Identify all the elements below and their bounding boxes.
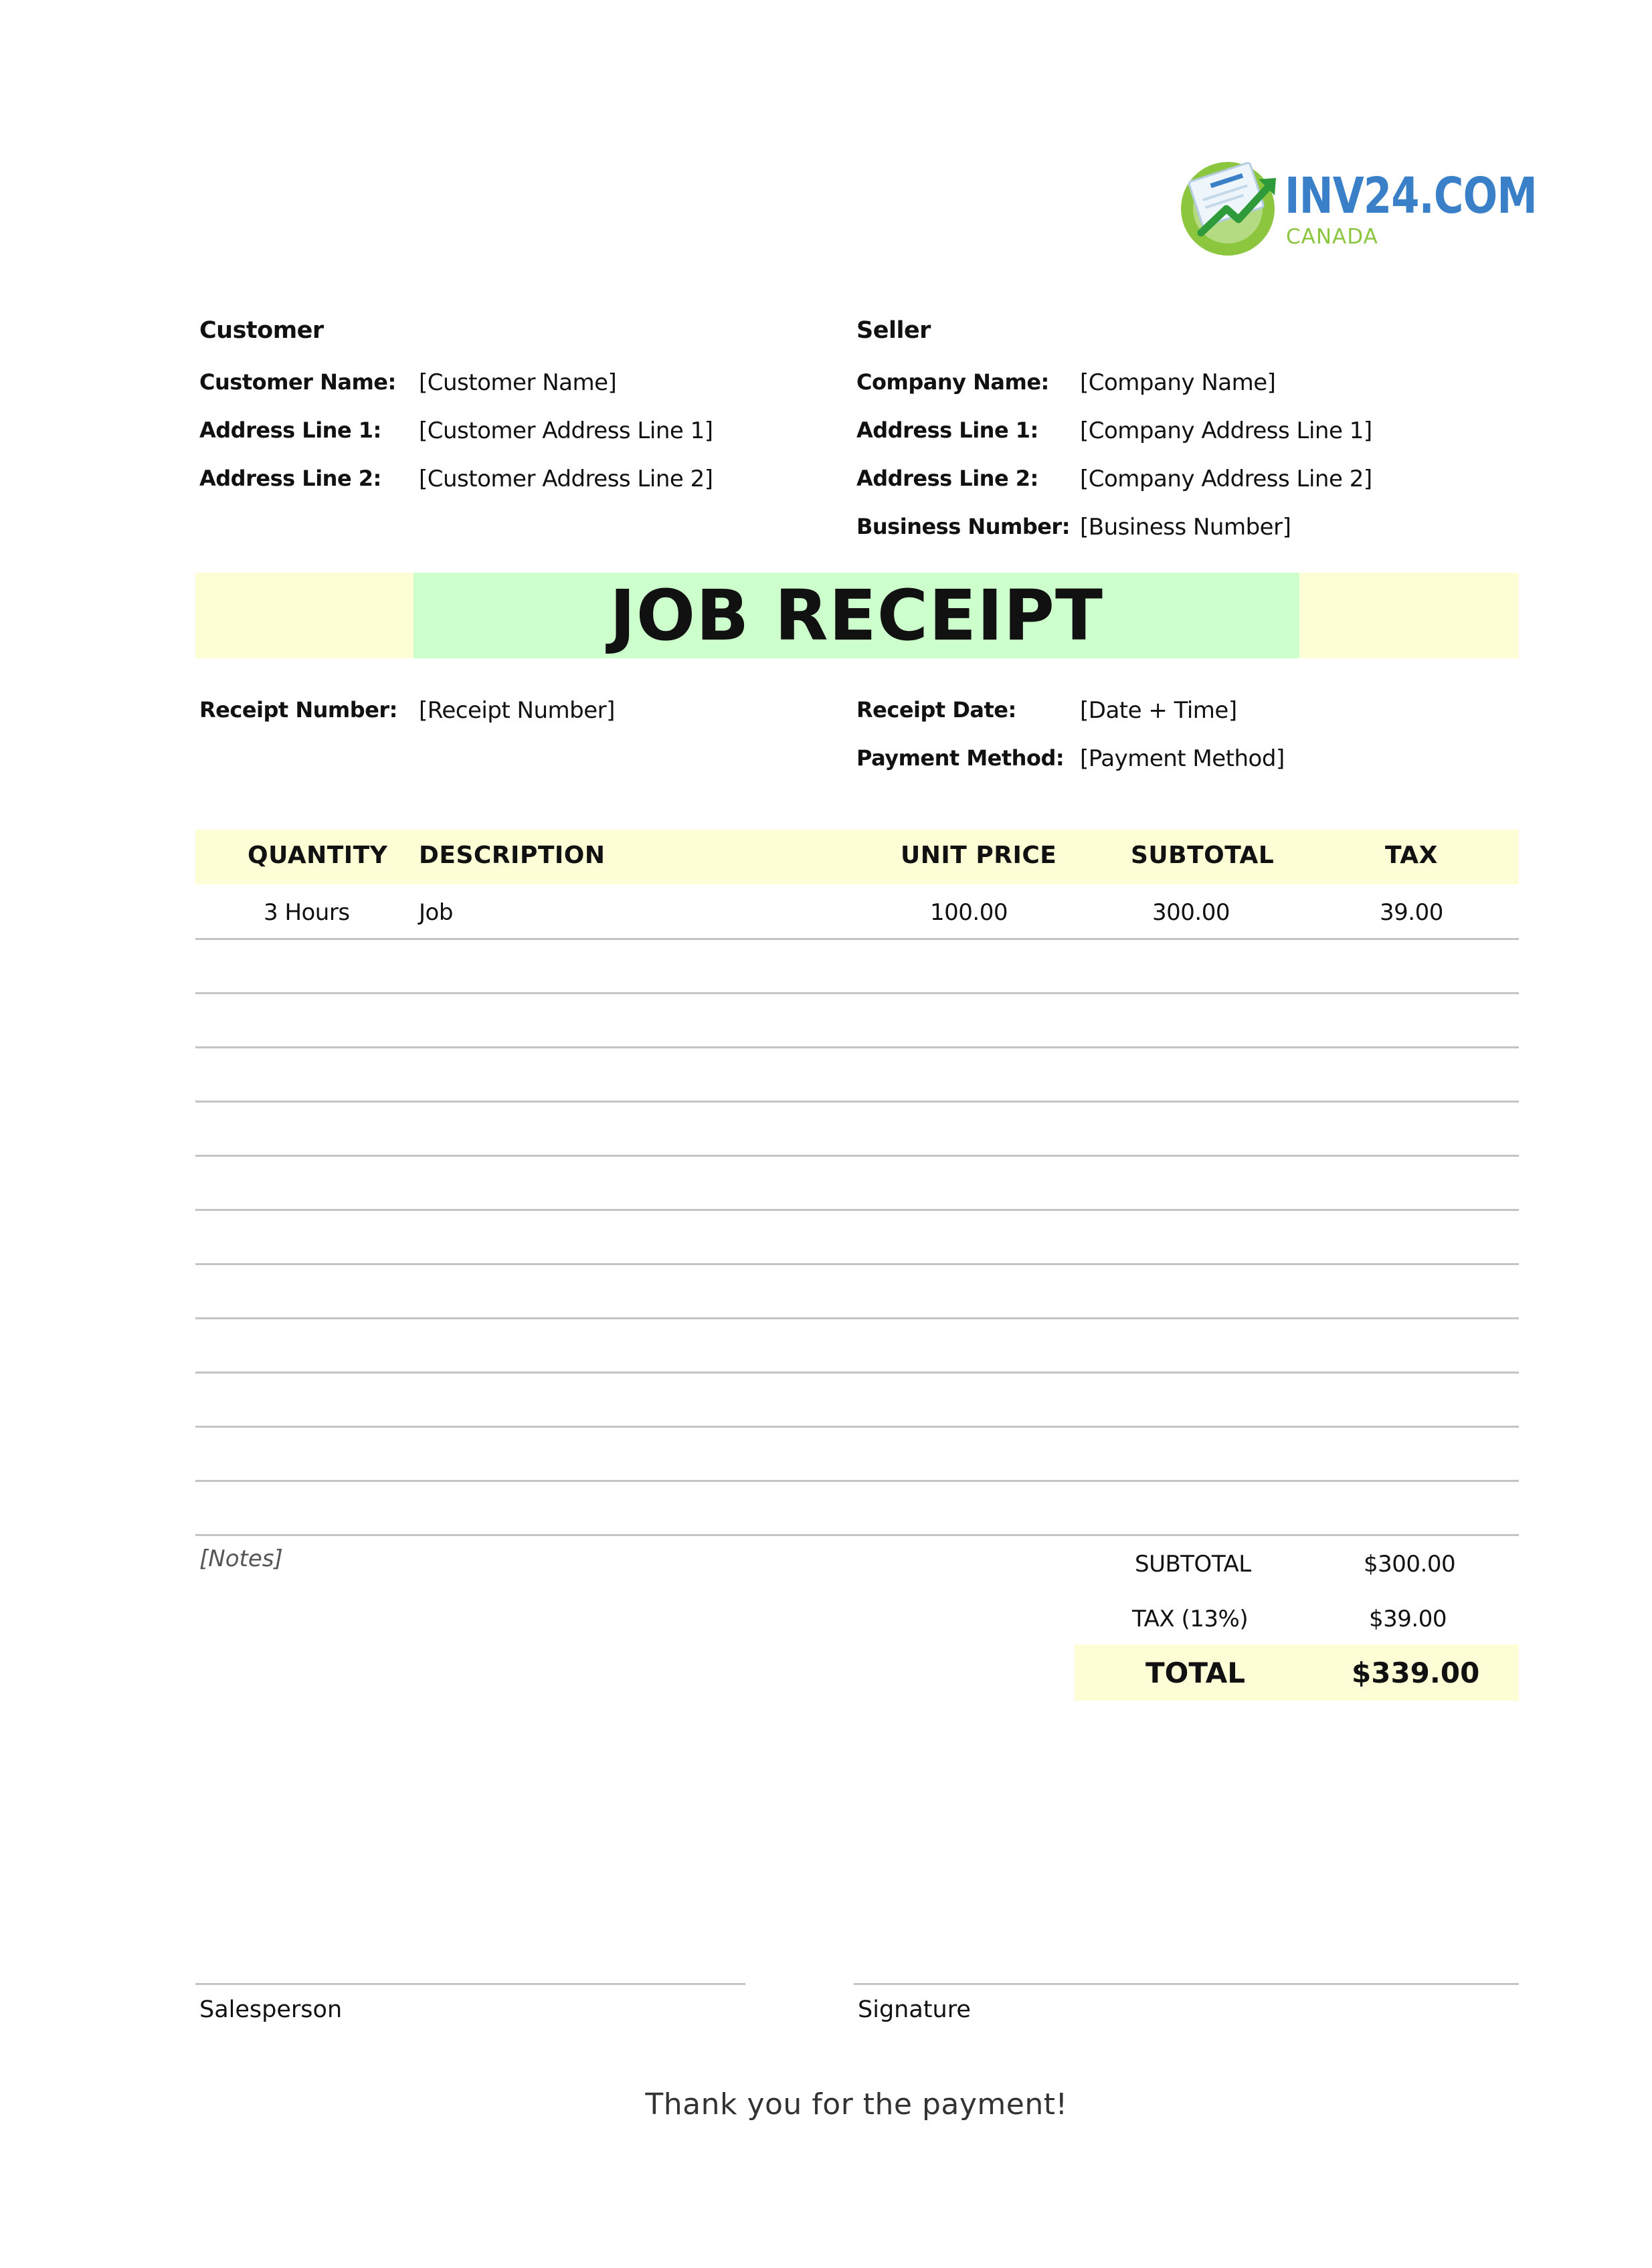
total-value: $339.00 bbox=[1352, 1657, 1480, 1689]
customer-address1-value: [Customer Address Line 1] bbox=[419, 417, 713, 444]
seller-business-label: Business Number: bbox=[856, 514, 1070, 539]
receipt-date-value: [Date + Time] bbox=[1080, 697, 1237, 724]
payment-method-label: Payment Method: bbox=[856, 745, 1065, 771]
receipt-number-label: Receipt Number: bbox=[199, 697, 397, 723]
row-unit-price: 100.00 bbox=[930, 899, 1008, 926]
table-row-divider bbox=[195, 992, 1519, 994]
page-title: JOB RECEIPT bbox=[610, 575, 1103, 656]
seller-company-label: Company Name: bbox=[856, 369, 1049, 395]
table-row-divider bbox=[195, 1155, 1519, 1157]
tax-label: TAX (13%) bbox=[1132, 1606, 1249, 1632]
column-header-tax: TAX bbox=[1385, 842, 1438, 869]
seller-business-value: [Business Number] bbox=[1080, 514, 1291, 541]
subtotal-label: SUBTOTAL bbox=[1135, 1551, 1251, 1578]
customer-heading: Customer bbox=[199, 317, 324, 344]
seller-address1-label: Address Line 1: bbox=[856, 417, 1038, 443]
column-header-quantity: QUANTITY bbox=[248, 842, 388, 869]
brand-region: CANADA bbox=[1286, 225, 1378, 249]
salesperson-label: Salesperson bbox=[199, 1996, 343, 2023]
column-header-description: DESCRIPTION bbox=[419, 842, 606, 869]
row-quantity: 3 Hours bbox=[264, 899, 350, 926]
notes: [Notes] bbox=[199, 1545, 283, 1572]
table-row-divider bbox=[195, 1372, 1519, 1374]
seller-address2-value: [Company Address Line 2] bbox=[1080, 466, 1372, 492]
seller-company-value: [Company Name] bbox=[1080, 369, 1276, 396]
receipt-date-label: Receipt Date: bbox=[856, 697, 1016, 723]
column-header-unit-price: UNIT PRICE bbox=[901, 842, 1057, 869]
salesperson-line bbox=[195, 1983, 745, 1985]
table-row-divider bbox=[195, 1534, 1519, 1536]
table-row-divider bbox=[195, 1046, 1519, 1048]
seller-heading: Seller bbox=[856, 317, 931, 344]
logo-mark-icon bbox=[1174, 153, 1288, 260]
signature-line bbox=[854, 1983, 1519, 1985]
table-row-divider bbox=[195, 1209, 1519, 1211]
table-row-divider bbox=[195, 1263, 1519, 1265]
customer-name-value: [Customer Name] bbox=[419, 369, 617, 396]
thank-you-message: Thank you for the payment! bbox=[645, 2087, 1068, 2121]
table-row-divider bbox=[195, 938, 1519, 940]
table-row-divider bbox=[195, 1480, 1519, 1482]
row-description: Job bbox=[419, 899, 453, 926]
row-tax: 39.00 bbox=[1380, 899, 1443, 926]
customer-address2-label: Address Line 2: bbox=[199, 466, 381, 491]
payment-method-value: [Payment Method] bbox=[1080, 745, 1285, 772]
receipt-number-value: [Receipt Number] bbox=[419, 697, 615, 724]
table-row-divider bbox=[195, 1317, 1519, 1319]
column-header-subtotal: SUBTOTAL bbox=[1131, 842, 1275, 869]
table-header bbox=[195, 830, 1519, 884]
seller-address1-value: [Company Address Line 1] bbox=[1080, 417, 1372, 444]
customer-name-label: Customer Name: bbox=[199, 369, 396, 395]
row-subtotal: 300.00 bbox=[1152, 899, 1230, 926]
seller-address2-label: Address Line 2: bbox=[856, 466, 1038, 491]
subtotal-value: $300.00 bbox=[1364, 1551, 1456, 1578]
customer-address1-label: Address Line 1: bbox=[199, 417, 381, 443]
customer-address2-value: [Customer Address Line 2] bbox=[419, 466, 713, 492]
brand-name: INV24.COM bbox=[1285, 167, 1537, 225]
tax-value: $39.00 bbox=[1369, 1606, 1447, 1632]
table-row-divider bbox=[195, 1426, 1519, 1428]
total-label: TOTAL bbox=[1145, 1657, 1246, 1689]
signature-label: Signature bbox=[858, 1996, 971, 2023]
table-row-divider bbox=[195, 1101, 1519, 1103]
